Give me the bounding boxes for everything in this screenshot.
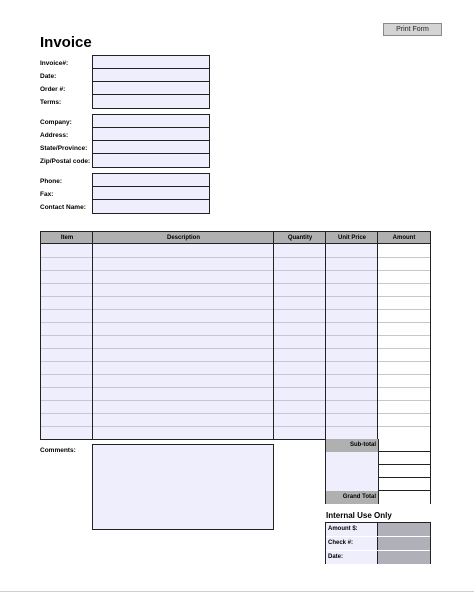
- amount-column[interactable]: [378, 244, 430, 439]
- table-row-divider: [378, 296, 430, 297]
- totals-row-value[interactable]: [378, 452, 430, 465]
- company-field[interactable]: [93, 115, 209, 128]
- company-info-fields: [92, 114, 210, 168]
- terms-field[interactable]: [93, 95, 209, 108]
- subtotal-row: [326, 439, 430, 452]
- quantity-column[interactable]: [274, 244, 326, 439]
- table-row-divider: [378, 270, 430, 271]
- print-form-button[interactable]: Print Form: [383, 23, 442, 36]
- grand-total-label: Grand Total: [342, 494, 376, 500]
- totals-row: [326, 478, 430, 491]
- zip-postal-code-field[interactable]: [93, 154, 209, 167]
- amount-label: Amount $:: [326, 523, 378, 536]
- phone-label: Phone:: [40, 178, 63, 185]
- contact-info-fields: [92, 173, 210, 214]
- invoice-title: Invoice: [40, 34, 92, 51]
- table-row-divider: [378, 387, 430, 388]
- description-column-header: Description: [166, 235, 200, 241]
- address-field[interactable]: [93, 128, 209, 141]
- internal-date-label: Date:: [326, 551, 378, 564]
- order-number-label: Order #:: [40, 86, 66, 93]
- table-row-divider: [378, 374, 430, 375]
- date-label: Date:: [40, 73, 57, 80]
- table-row-divider: [378, 283, 430, 284]
- state-province-field[interactable]: [93, 141, 209, 154]
- totals-block: [325, 439, 431, 504]
- check-label: Check #:: [326, 537, 378, 550]
- comments-field[interactable]: [92, 444, 274, 530]
- fax-label: Fax:: [40, 191, 54, 198]
- invoice-info-fields: [92, 55, 210, 109]
- line-items-table: [40, 231, 431, 440]
- invoice-number-label: Invoice#:: [40, 60, 69, 67]
- grand-total-row: [326, 491, 430, 504]
- item-column[interactable]: [41, 244, 93, 439]
- column-divider: [273, 232, 274, 439]
- totals-row-value[interactable]: [378, 465, 430, 478]
- zip-postal-code-label: Zip/Postal code:: [40, 158, 91, 165]
- terms-label: Terms:: [40, 99, 62, 106]
- check-field[interactable]: [378, 537, 430, 550]
- table-row-divider: [378, 348, 430, 349]
- table-row-divider: [378, 322, 430, 323]
- table-row-divider: [378, 400, 430, 401]
- amount-row: [326, 523, 430, 536]
- contact-name-field[interactable]: [93, 200, 209, 213]
- fax-field[interactable]: [93, 187, 209, 200]
- totals-row-label[interactable]: [326, 465, 378, 478]
- totals-row: [326, 452, 430, 465]
- quantity-column-header: Quantity: [287, 235, 313, 241]
- totals-row-value[interactable]: [378, 478, 430, 491]
- address-label: Address:: [40, 132, 69, 139]
- order-number-field[interactable]: [93, 82, 209, 95]
- internal-use-block: [325, 522, 431, 564]
- internal-use-title: Internal Use Only: [326, 511, 392, 520]
- description-column[interactable]: [93, 244, 274, 439]
- table-row-divider: [378, 257, 430, 258]
- totals-row-label[interactable]: [326, 452, 378, 465]
- amount-field[interactable]: [378, 523, 430, 536]
- phone-field[interactable]: [93, 174, 209, 187]
- column-divider: [92, 232, 93, 439]
- unit-price-column[interactable]: [326, 244, 378, 439]
- internal-date-field[interactable]: [378, 551, 430, 564]
- table-row-divider: [378, 309, 430, 310]
- invoice-number-field[interactable]: [93, 56, 209, 69]
- contact-name-label: Contact Name:: [40, 204, 86, 211]
- column-divider: [325, 232, 326, 439]
- check-row: [326, 537, 430, 550]
- date-field[interactable]: [93, 69, 209, 82]
- state-province-label: State/Province:: [40, 145, 88, 152]
- totals-row-label[interactable]: [326, 478, 378, 491]
- totals-row: [326, 465, 430, 478]
- table-row-divider: [378, 335, 430, 336]
- grand-total-value[interactable]: [378, 491, 430, 504]
- company-label: Company:: [40, 119, 72, 126]
- amount-column-header: Amount: [392, 235, 416, 241]
- item-column-header: Item: [60, 235, 74, 241]
- subtotal-label: Sub-total: [350, 442, 376, 448]
- unit-price-column-header: Unit Price: [337, 235, 366, 241]
- table-row-divider: [378, 413, 430, 414]
- comments-label: Comments:: [40, 447, 76, 454]
- subtotal-value[interactable]: [378, 439, 430, 452]
- column-divider: [377, 232, 378, 439]
- table-row-divider: [378, 426, 430, 427]
- table-row-divider: [378, 361, 430, 362]
- date-row: [326, 551, 430, 564]
